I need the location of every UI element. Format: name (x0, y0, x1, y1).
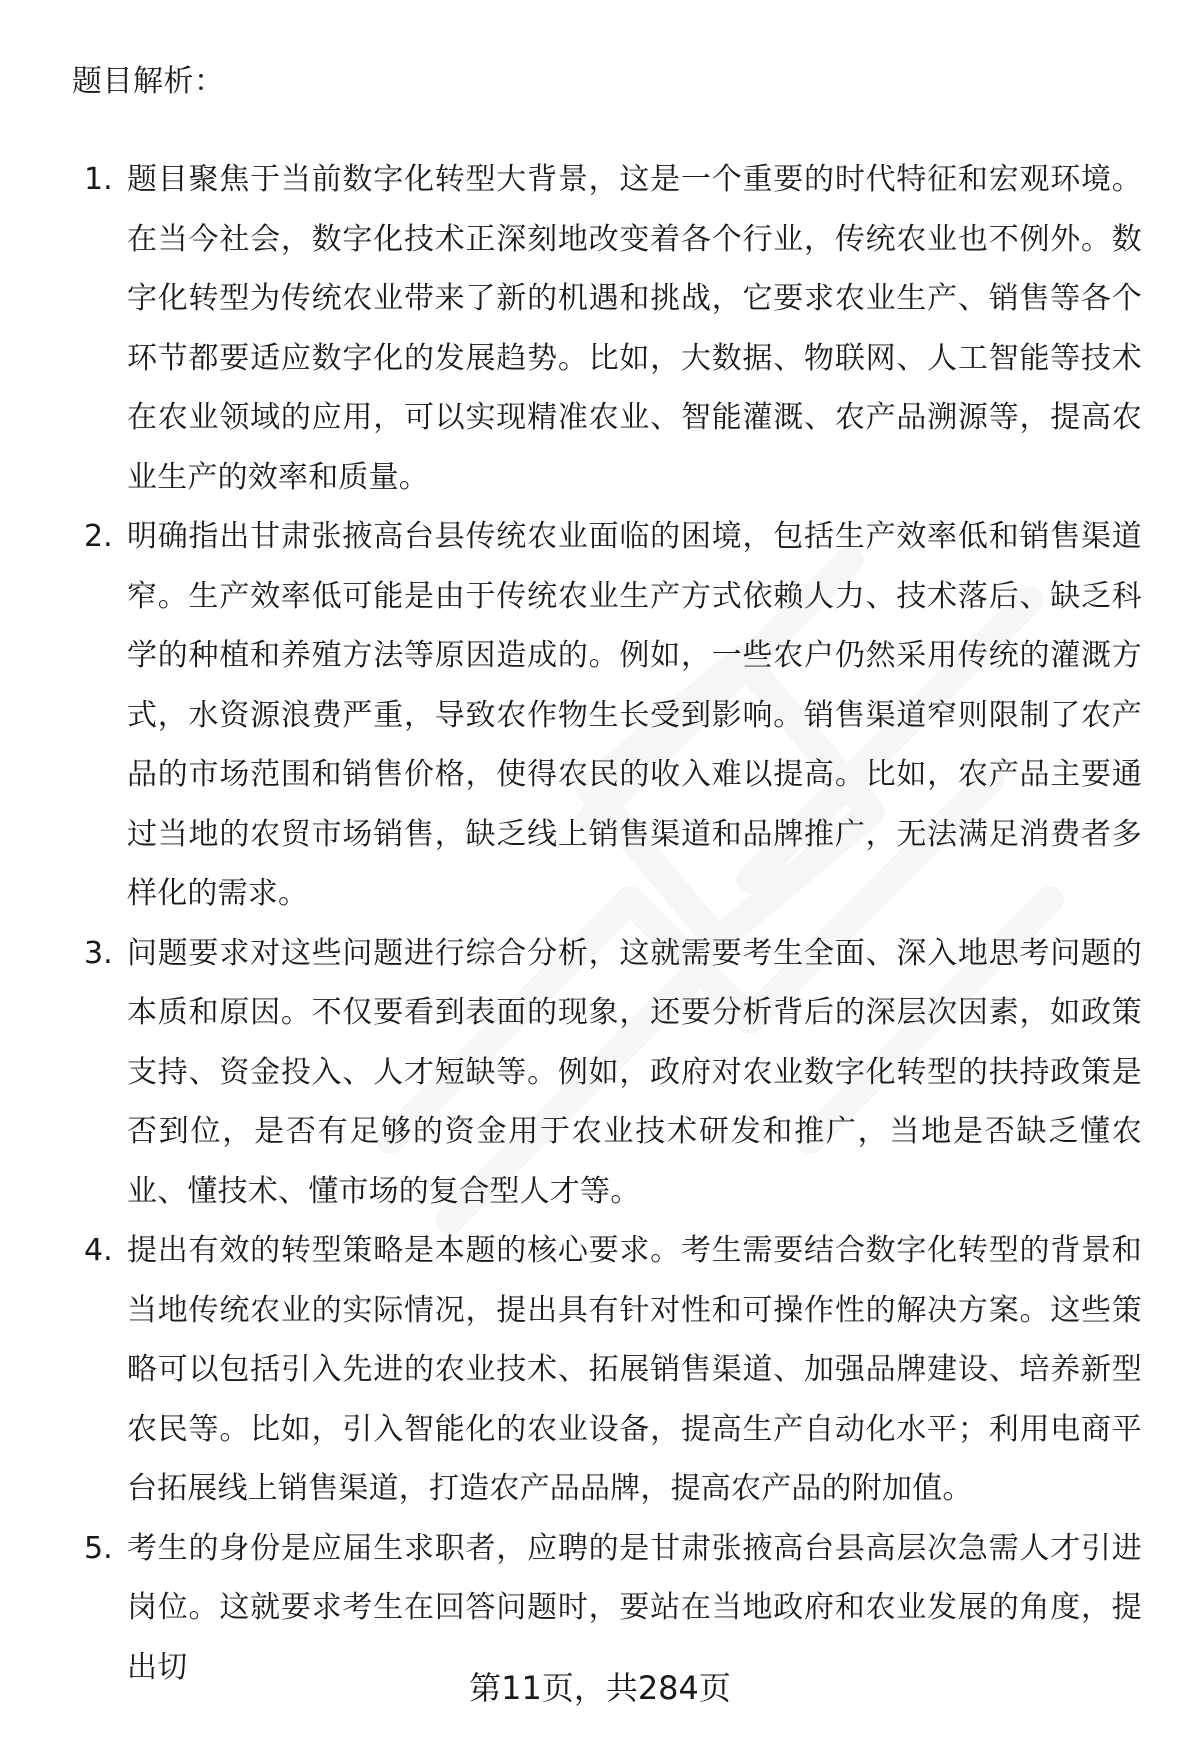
list-item-number: 2. (84, 519, 113, 554)
list-item (0, 150, 1200, 507)
list-item-text: 提出有效的转型策略是本题的核心要求。考生需要结合数字化转型的背景和当地传统农业的实际情况，提出具有针对性和可操作性的解决方案。这些策略可以包括引入先进的农业技术、拓展销售渠道、加强品牌建设、培养新型农民等。比如，引入智能化的农业设备，提高生产自动化水平；利用电商平台拓展线上销售渠道，打造农产品品牌，提高农产品的附加值。 (127, 1233, 1142, 1506)
list-item-text: 明确指出甘肃张掖高台县传统农业面临的困境，包括生产效率低和销售渠道窄。生产效率低可能是由于传统农业生产方式依赖人力、技术落后、缺乏科学的种植和养殖方法等原因造成的。例如，一些农户仍然采用传统的灌溉方式，水资源浪费严重，导致农作物生长受到影响。销售渠道窄则限制了农产品的市场范围和销售价格，使得农民的收入难以提高。比如，农产品主要通过当地的农贸市场销售，缺乏线上销售渠道和品牌推广，无法满足消费者多样化的需求。 (127, 519, 1142, 911)
list-item-text: 问题要求对这些问题进行综合分析，这就需要考生全面、深入地思考问题的本质和原因。不仅要看到表面的现象，还要分析背后的深层次因素，如政策支持、资金投入、人才短缺等。例如，政府对农业数字化转型的扶持政策是否到位，是否有足够的资金用于农业技术研发和推广，当地是否缺乏懂农业、懂技术、懂市场的复合型人才等。 (127, 935, 1142, 1209)
list-item-number: 4. (84, 1233, 113, 1268)
list-item-text: 考生的身份是应届生求职者，应聘的是甘肃张掖高台县高层次急需人才引进岗位。这就要求考生在回答问题时，要站在当地政府和农业发展的角度，提出切 (127, 1530, 1142, 1685)
page-number-footer: 第11页，共284页 (469, 1669, 731, 1707)
list-item (0, 1221, 1200, 1519)
list-item-text: 题目聚焦于当前数字化转型大背景，这是一个重要的时代特征和宏观环境。在当今社会，数字化技术正深刻地改变着各个行业，传统农业也不例外。数字化转型为传统农业带来了新的机遇和挑战，它要求农业生产、销售等各个环节都要适应数字化的发展趋势。比如，大数据、物联网、人工智能等技术在农业领域的应用，可以实现精准农业、智能灌溉、农产品溯源等，提高农业生产的效率和质量。 (127, 162, 1142, 495)
list-item-number: 3. (84, 935, 113, 971)
list-item (0, 507, 1200, 924)
list-item (0, 924, 1200, 1222)
analysis-list (0, 150, 1200, 1697)
section-heading: 题目解析： (72, 64, 225, 99)
list-item-number: 5. (84, 1530, 113, 1566)
list-item-number: 1. (84, 162, 113, 197)
